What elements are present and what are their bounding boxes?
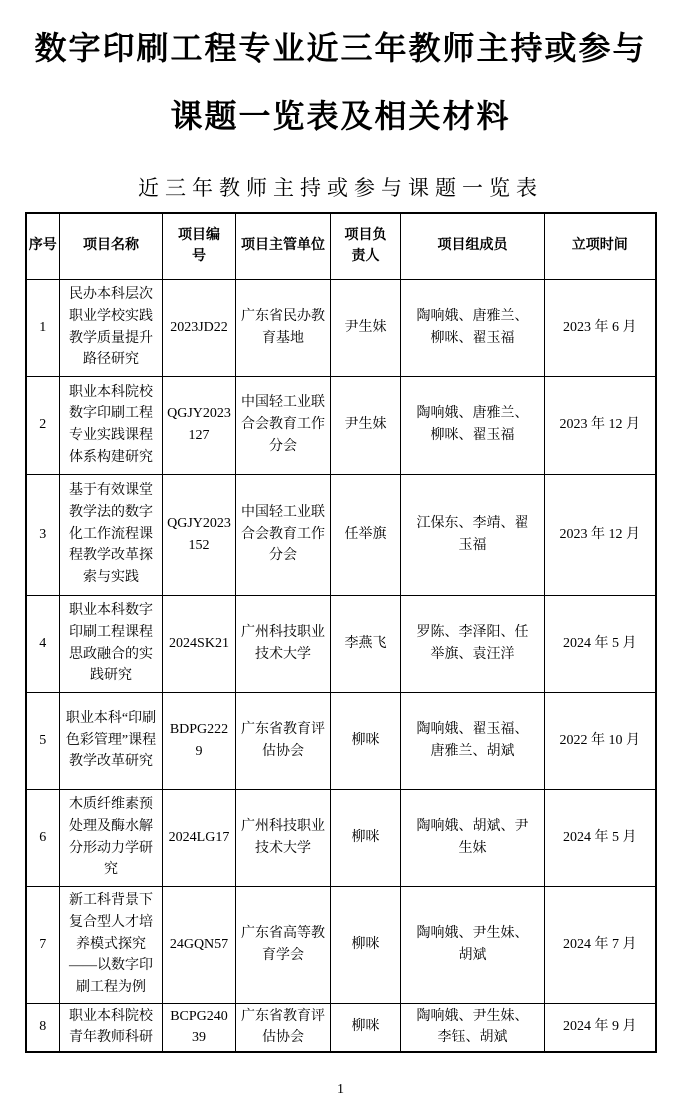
cell-members: 陶响娥、尹生妹、胡斌 [401, 886, 545, 1003]
table-row [26, 692, 656, 789]
document-title [12, 14, 669, 150]
cell-org: 中国轻工业联合会教育工作分会 [236, 376, 331, 474]
cell-date: 2023 年 6 月 [545, 279, 656, 376]
cell-date: 2024 年 5 月 [545, 789, 656, 886]
cell-index: 5 [26, 692, 60, 789]
cell-org: 广东省教育评估协会 [236, 692, 331, 789]
cell-code: BDPG2229 [163, 692, 236, 789]
table-header-row [26, 213, 656, 279]
document-title-line2: 课题一览表及相关材料 [170, 98, 511, 134]
header-cell-index: 序号 [26, 213, 60, 279]
projects-table [25, 212, 657, 1053]
cell-code: 2023JD22 [163, 279, 236, 376]
page-number: 1 [337, 1082, 344, 1097]
cell-members: 江保东、李靖、翟玉福 [401, 474, 545, 595]
cell-name: 新工科背景下复合型人才培养模式探究——以数字印刷工程为例 [60, 886, 163, 1003]
cell-name: 职业本科院校数字印刷工程专业实践课程体系构建研究 [60, 376, 163, 474]
cell-leader: 柳咪 [331, 789, 401, 886]
header-cell-date: 立项时间 [545, 213, 656, 279]
cell-index: 1 [26, 279, 60, 376]
cell-leader: 柳咪 [331, 886, 401, 1003]
cell-date: 2023 年 12 月 [545, 474, 656, 595]
cell-leader: 任举旗 [331, 474, 401, 595]
cell-index: 4 [26, 595, 60, 692]
cell-leader: 柳咪 [331, 1003, 401, 1052]
header-cell-org: 项目主管单位 [236, 213, 331, 279]
cell-leader: 柳咪 [331, 692, 401, 789]
cell-code: BCPG24039 [163, 1003, 236, 1052]
table-row [26, 1003, 656, 1052]
cell-members: 陶响娥、翟玉福、唐雅兰、胡斌 [401, 692, 545, 789]
cell-name: 职业本科“印刷色彩管理”课程教学改革研究 [60, 692, 163, 789]
table-caption: 近三年教师主持或参与课题一览表 [138, 176, 543, 200]
cell-code: QGJY2023152 [163, 474, 236, 595]
cell-index: 7 [26, 886, 60, 1003]
cell-index: 8 [26, 1003, 60, 1052]
cell-name: 民办本科层次职业学校实践教学质量提升路径研究 [60, 279, 163, 376]
header-cell-members: 项目组成员 [401, 213, 545, 279]
document-page [0, 14, 681, 1106]
cell-name: 职业本科院校青年教师科研 [60, 1003, 163, 1052]
cell-members: 罗陈、李泽阳、任举旗、袁汪洋 [401, 595, 545, 692]
cell-org: 广州科技职业技术大学 [236, 595, 331, 692]
cell-members: 陶响娥、胡斌、尹生妹 [401, 789, 545, 886]
cell-code: 2024SK21 [163, 595, 236, 692]
table-header [26, 213, 656, 279]
cell-members: 陶响娥、唐雅兰、柳咪、翟玉福 [401, 279, 545, 376]
cell-leader: 尹生妹 [331, 376, 401, 474]
cell-code: 2024LG17 [163, 789, 236, 886]
cell-index: 2 [26, 376, 60, 474]
table-row [26, 789, 656, 886]
cell-org: 广东省民办教育基地 [236, 279, 331, 376]
cell-date: 2023 年 12 月 [545, 376, 656, 474]
cell-code: 24GQN57 [163, 886, 236, 1003]
cell-members: 陶响娥、尹生妹、李钰、胡斌 [401, 1003, 545, 1052]
table-row [26, 474, 656, 595]
table-row [26, 279, 656, 376]
cell-index: 3 [26, 474, 60, 595]
cell-members: 陶响娥、唐雅兰、柳咪、翟玉福 [401, 376, 545, 474]
cell-date: 2022 年 10 月 [545, 692, 656, 789]
cell-org: 中国轻工业联合会教育工作分会 [236, 474, 331, 595]
table-row [26, 595, 656, 692]
cell-leader: 尹生妹 [331, 279, 401, 376]
cell-name: 木质纤维素预处理及酶水解分形动力学研究 [60, 789, 163, 886]
cell-date: 2024 年 7 月 [545, 886, 656, 1003]
cell-org: 广东省教育评估协会 [236, 1003, 331, 1052]
cell-date: 2024 年 5 月 [545, 595, 656, 692]
cell-name: 基于有效课堂教学法的数字化工作流程课程教学改革探索与实践 [60, 474, 163, 595]
header-cell-name: 项目名称 [60, 213, 163, 279]
cell-index: 6 [26, 789, 60, 886]
cell-org: 广东省高等教育学会 [236, 886, 331, 1003]
cell-code: QGJY2023127 [163, 376, 236, 474]
document-title-line1: 数字印刷工程专业近三年教师主持或参与 [34, 30, 647, 66]
cell-leader: 李燕飞 [331, 595, 401, 692]
cell-date: 2024 年 9 月 [545, 1003, 656, 1052]
cell-org: 广州科技职业技术大学 [236, 789, 331, 886]
cell-name: 职业本科数字印刷工程课程思政融合的实践研究 [60, 595, 163, 692]
header-cell-leader: 项目负责人 [331, 213, 401, 279]
table-row [26, 886, 656, 1003]
table-row [26, 376, 656, 474]
header-cell-code: 项目编号 [163, 213, 236, 279]
